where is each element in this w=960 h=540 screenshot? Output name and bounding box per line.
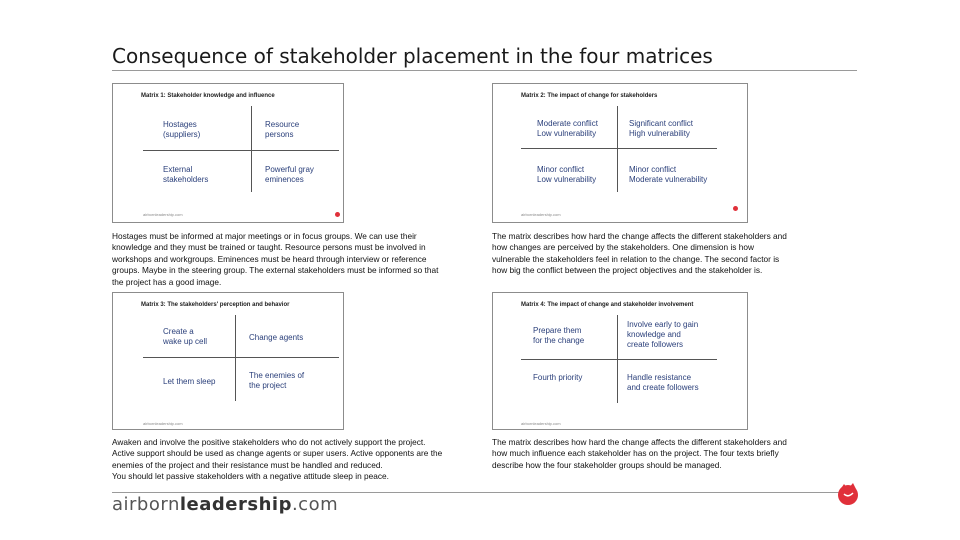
matrix-4-cell-top-right: Involve early to gain knowledge and create followers: [627, 320, 699, 349]
description-line: how much influence each stakeholder has on the project. The four texts briefly: [492, 448, 779, 459]
matrix-3-cell-bottom-right: The enemies of the project: [249, 371, 305, 390]
description-line: how changes are perceived by the stakeholders. One dimension is how: [492, 242, 754, 253]
logo-suffix-text: .com: [291, 494, 339, 515]
matrix-3-logo: airbornleadership.com: [143, 421, 183, 426]
matrix-4-logo: airbornleadership.com: [521, 421, 561, 426]
description-line: vulnerable the stakeholders feel in relation to the change. The second factor is: [492, 253, 780, 264]
matrix-2-cell-bottom-right: Minor conflict Moderate vulnerability: [629, 165, 708, 184]
description-line: Active support should be used as change agents or super users. Active opponents are the: [112, 448, 443, 459]
logo-light-text: airborn: [112, 494, 180, 515]
matrix-3-cell-top-left: Create a wake up cell: [163, 327, 208, 346]
matrix-2-cell-bottom-left: Minor conflict Low vulnerability: [537, 165, 597, 184]
matrix-1-cell-bottom-right: Powerful gray eminences: [265, 165, 314, 184]
description-line: groups. Maybe in the steering group. The external stakeholders must be informed so that: [112, 265, 439, 276]
matrix-4-image: [492, 292, 748, 430]
matrix-1-horizontal-axis: [143, 150, 339, 151]
description-line: Hostages must be informed at major meetings or in focus groups. We can use their: [112, 231, 417, 241]
matrix-2-image: [492, 83, 748, 223]
matrix-3-description: [112, 437, 442, 483]
description-line: The matrix describes how hard the change affects the different stakeholders and: [492, 437, 787, 447]
matrix-2-description: [492, 231, 787, 277]
title-divider: [112, 70, 857, 71]
footer-divider: [112, 492, 857, 493]
matrix-2-cell-top-left: Moderate conflict Low vulnerability: [537, 119, 598, 138]
matrix-3-horizontal-axis: [143, 357, 339, 358]
matrix-3-vertical-axis: [235, 315, 236, 401]
matrix-4-cell-bottom-left: Fourth priority: [533, 373, 583, 382]
description-line: how big the conflict between the project objectives and the stakeholder is.: [492, 265, 763, 276]
matrix-4-cell-top-left: Prepare them for the change: [533, 326, 585, 345]
matrix-3-image: [112, 292, 344, 430]
footer-logo: [112, 494, 338, 515]
brand-hand-icon: [834, 480, 862, 508]
matrix-3-cell-top-right: Change agents: [249, 333, 304, 342]
matrix-4-horizontal-axis: [521, 359, 717, 360]
matrix-1-cell-bottom-left: External stakeholders: [163, 165, 209, 184]
matrix-1-description: [112, 231, 438, 288]
matrix-2-brand-mark: [733, 206, 738, 211]
matrix-2-title: Matrix 2: The impact of change for stakeholders: [521, 93, 658, 99]
logo-bold-text: leadership: [179, 494, 292, 515]
slide-title: Consequence of stakeholder placement in the four matrices: [112, 44, 713, 68]
matrix-3-cell-bottom-left: Let them sleep: [163, 377, 216, 386]
matrix-1-cell-top-left: Hostages (suppliers): [163, 120, 201, 139]
description-line: knowledge and they must be trained or taught. Resource persons must be involved in: [112, 242, 426, 253]
matrix-1-title: Matrix 1: Stakeholder knowledge and influence: [141, 93, 275, 99]
description-line: Awaken and involve the positive stakeholders who do not actively support the project.: [112, 437, 426, 447]
matrix-2-vertical-axis: [617, 106, 618, 192]
matrix-1-vertical-axis: [251, 106, 252, 192]
matrix-2-horizontal-axis: [521, 148, 717, 149]
description-line: the project has a good image.: [112, 276, 222, 287]
matrix-4-description: [492, 437, 787, 471]
description-line: The matrix describes how hard the change affects the different stakeholders and: [492, 231, 787, 241]
matrix-1-brand-mark: [335, 212, 340, 217]
matrix-1-logo: airbornleadership.com: [143, 212, 183, 217]
matrix-1-image: [112, 83, 344, 223]
description-line: workshops and workgroups. Eminences must be heard through interview or reference: [112, 253, 427, 264]
matrix-1-cell-top-right: Resource persons: [265, 120, 300, 139]
description-line: describe how the four stakeholder groups should be managed.: [492, 459, 722, 470]
matrix-4-title: Matrix 4: The impact of change and stakeholder involvement: [521, 302, 694, 308]
description-line: enemies of the project and their resistance must be handled and reduced.: [112, 459, 383, 470]
matrix-4-cell-bottom-right: Handle resistance and create followers: [627, 373, 699, 392]
matrix-3-title: Matrix 3: The stakeholders' perception and behavior: [141, 302, 290, 308]
description-line: You should let passive stakeholders with a negative attitude sleep in peace.: [112, 471, 389, 482]
matrix-2-logo: airbornleadership.com: [521, 212, 561, 217]
matrix-2-cell-top-right: Significant conflict High vulnerability: [629, 119, 694, 138]
